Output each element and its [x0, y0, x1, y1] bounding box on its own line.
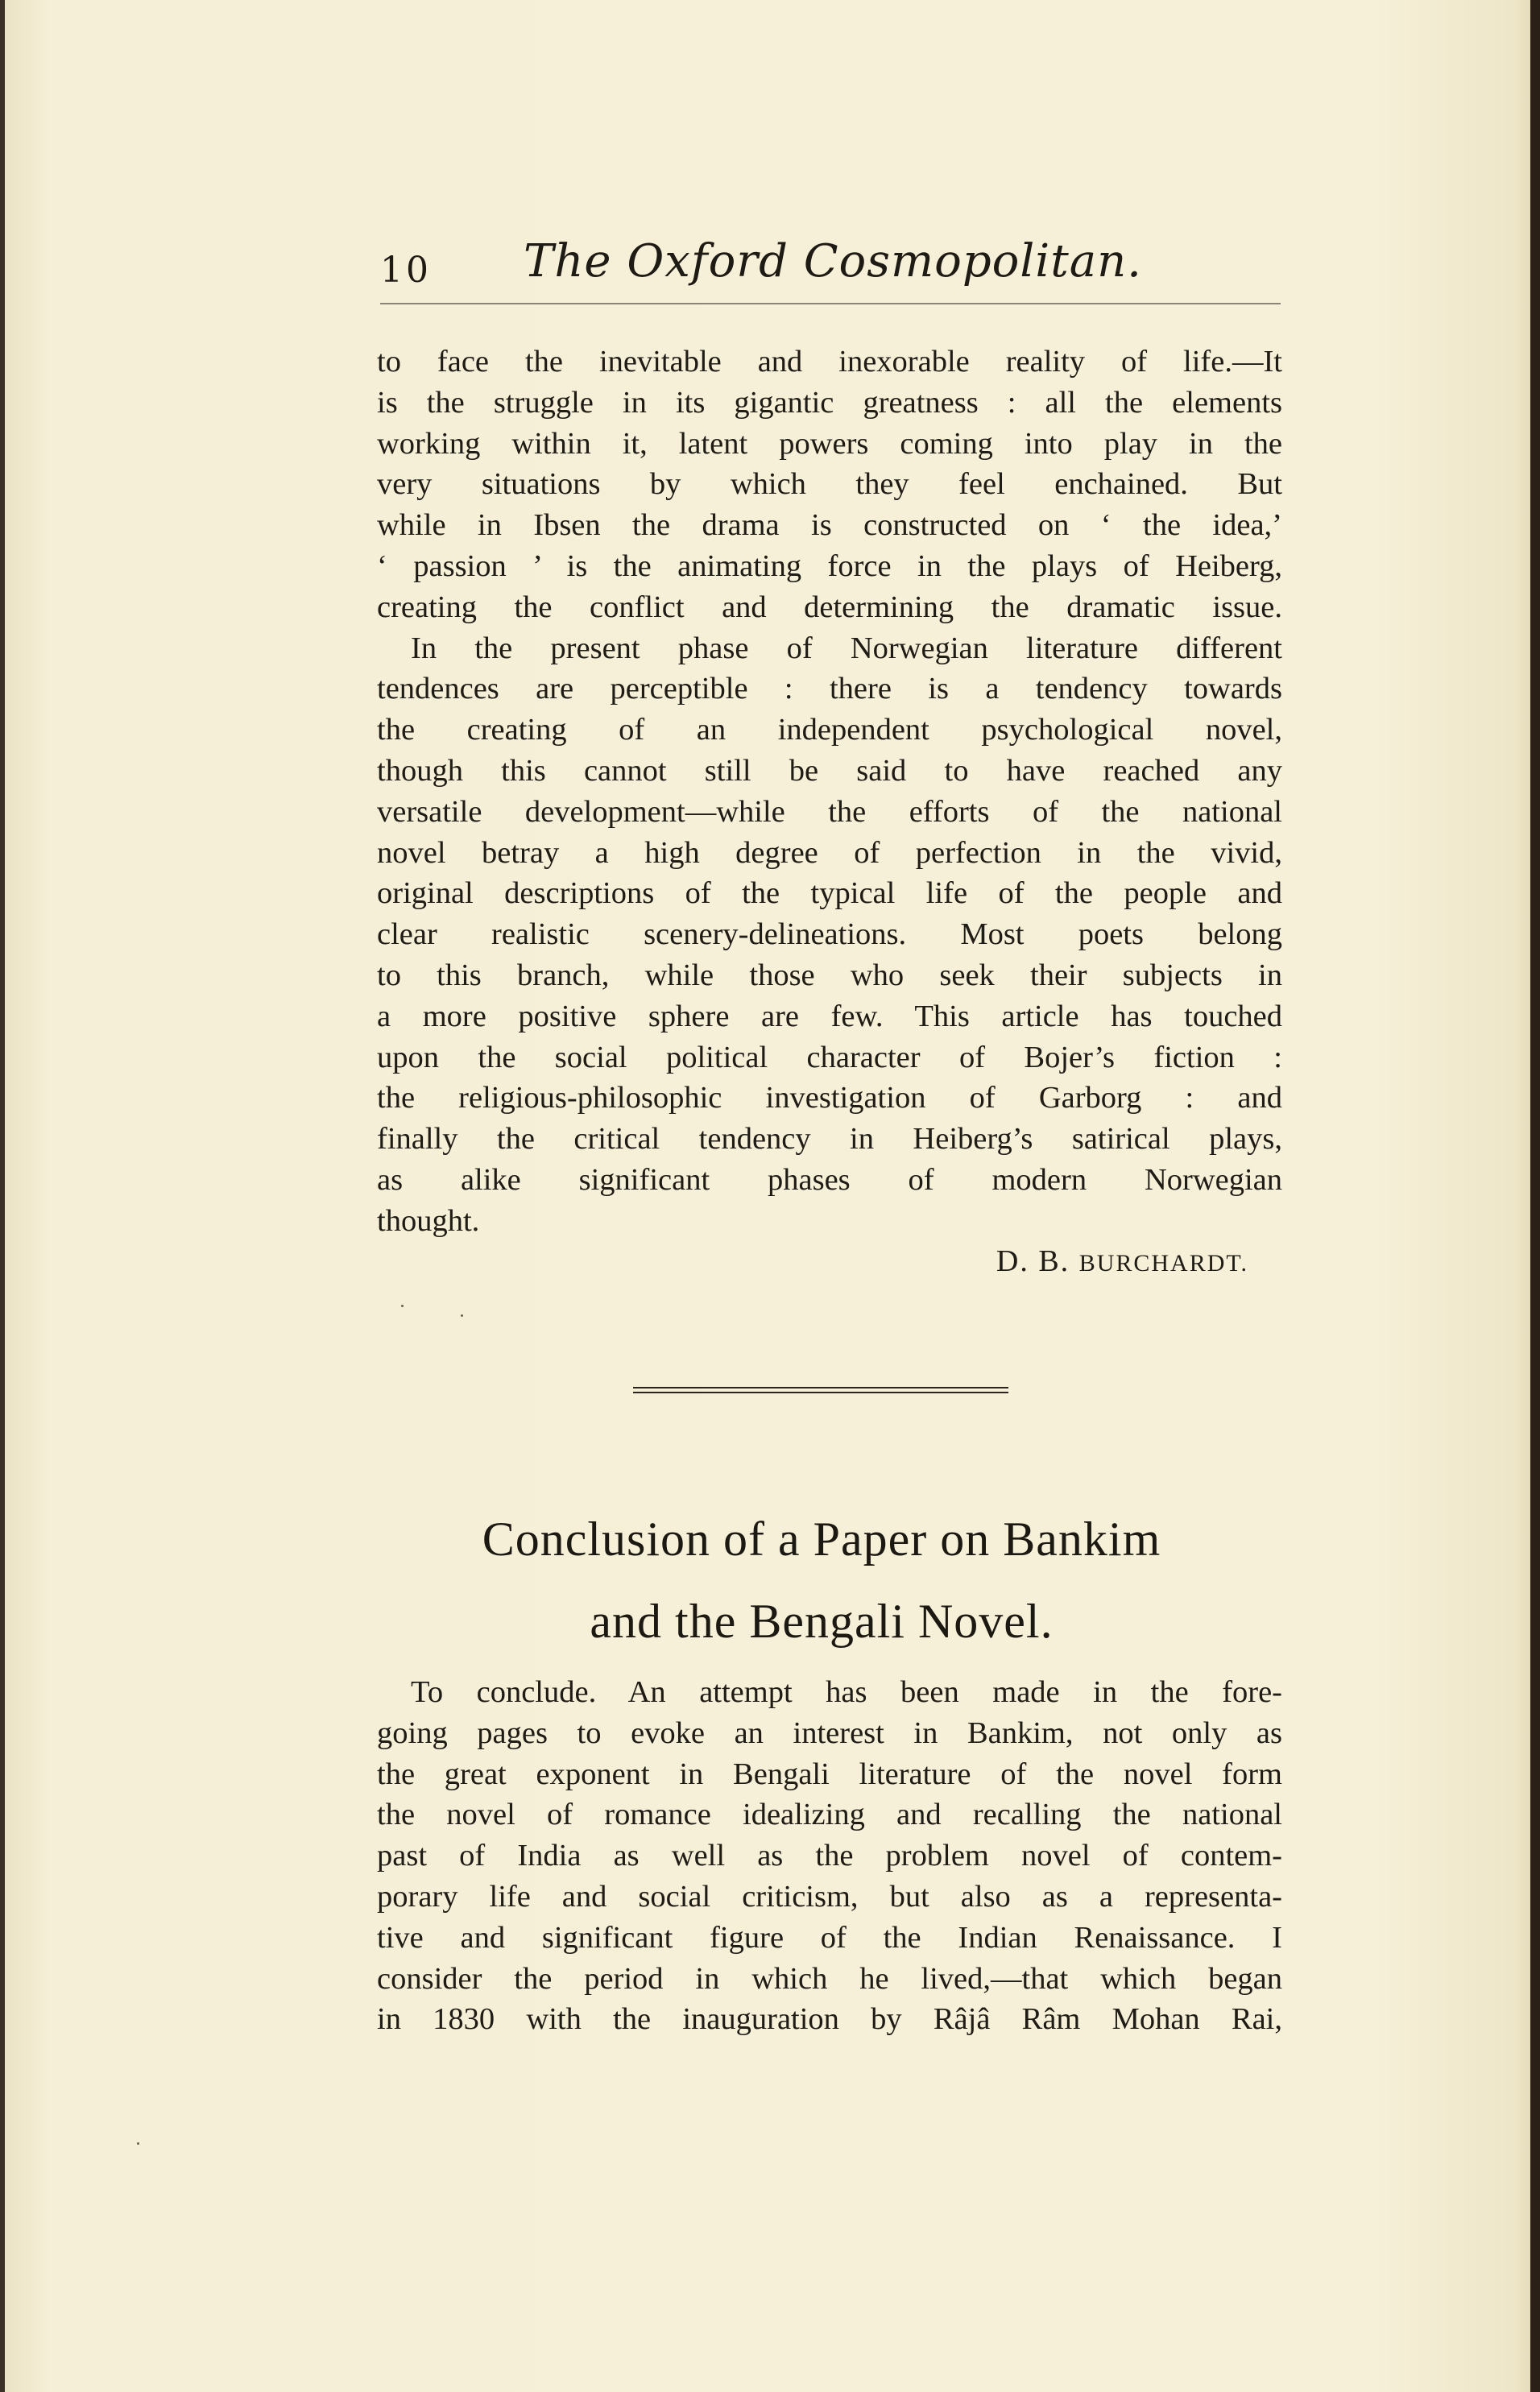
text-line: versatile development—while the efforts of the national	[377, 794, 1282, 829]
text-line: thought.	[377, 1203, 480, 1238]
text-line: the religious-philosophic investigation of Garborg : and	[377, 1081, 1282, 1115]
article-heading	[322, 1498, 1321, 1662]
divider-rule-top	[633, 1387, 1008, 1388]
text-line: working within it, latent powers coming into play in the	[377, 426, 1282, 461]
new-article-text	[377, 1672, 1282, 2040]
signature-initials: D. B.	[996, 1244, 1079, 1278]
heading-line-1: Conclusion of a Paper on Bankim	[482, 1513, 1161, 1566]
text-line: tendences are perceptible : there is a tendency towards	[377, 672, 1282, 706]
page-left-edge	[0, 0, 5, 2392]
header-rule	[380, 303, 1281, 304]
text-line: past of India as well as the problem novel of contem-	[377, 1839, 1282, 1873]
paper-speck	[137, 2142, 139, 2145]
page-right-edge	[1530, 0, 1540, 2392]
text-line: To conclude. An attempt has been made in the fore-	[411, 1675, 1282, 1709]
text-line: though this cannot still be said to have reached any	[377, 753, 1282, 788]
text-line: creating the conflict and determining the dramatic issue.	[377, 590, 1282, 624]
text-line: going pages to evoke an interest in Bankim, not only as	[377, 1715, 1282, 1750]
text-line: upon the social political character of Bojer’s fiction :	[377, 1040, 1282, 1074]
article-end-text	[377, 341, 1282, 1242]
text-line: tive and significant figure of the Indian Renaissance. I	[377, 1920, 1282, 1955]
text-line: while in Ibsen the drama is constructed on ‘ the idea,’	[377, 508, 1282, 543]
text-line: finally the critical tendency in Heiberg’s satirical plays,	[377, 1122, 1282, 1157]
paper-speck	[461, 1314, 463, 1317]
text-line: in 1830 with the inauguration by Râjâ Râm Mohan Rai,	[377, 2002, 1282, 2037]
text-line: the creating of an independent psychological novel,	[377, 713, 1282, 747]
text-line: a more positive sphere are few. This article has touched	[377, 999, 1282, 1033]
text-line: very situations by which they feel enchained. But	[377, 467, 1282, 502]
text-line: to this branch, while those who seek their subjects in	[377, 958, 1282, 992]
signature-surname: BURCHARDT.	[1078, 1250, 1248, 1277]
text-line: consider the period in which he lived,—that which began	[377, 1961, 1282, 1996]
text-line: original descriptions of the typical life of the people and	[377, 876, 1282, 911]
text-line: In the present phase of Norwegian literature different	[411, 631, 1282, 665]
page-number: 10	[380, 250, 432, 291]
text-line: clear realistic scenery-delineations. Most poets belong	[377, 917, 1282, 952]
section-divider	[633, 1387, 1008, 1393]
paper-speck	[401, 1305, 404, 1307]
page-header	[380, 235, 1282, 300]
text-line: ‘ passion ’ is the animating force in the plays of Heiberg,	[377, 548, 1282, 583]
heading-line-2: and the Bengali Novel.	[590, 1595, 1054, 1648]
author-signature	[926, 1244, 1248, 1279]
text-line: to face the inevitable and inexorable reality of life.—It	[377, 345, 1282, 379]
text-line: novel betray a high degree of perfection in the vivid,	[377, 835, 1282, 870]
text-line: as alike significant phases of modern Norwegian	[377, 1162, 1282, 1197]
divider-rule-bottom	[633, 1392, 1008, 1393]
text-line: porary life and social criticism, but also as a representa-	[377, 1879, 1282, 1914]
text-line: is the struggle in its gigantic greatness : all the elements	[377, 385, 1282, 420]
text-line: the novel of romance idealizing and recalling the national	[377, 1798, 1282, 1832]
running-title: The Oxford Cosmopolitan.	[524, 235, 1142, 288]
text-line: the great exponent in Bengali literature of the novel form	[377, 1757, 1282, 1791]
